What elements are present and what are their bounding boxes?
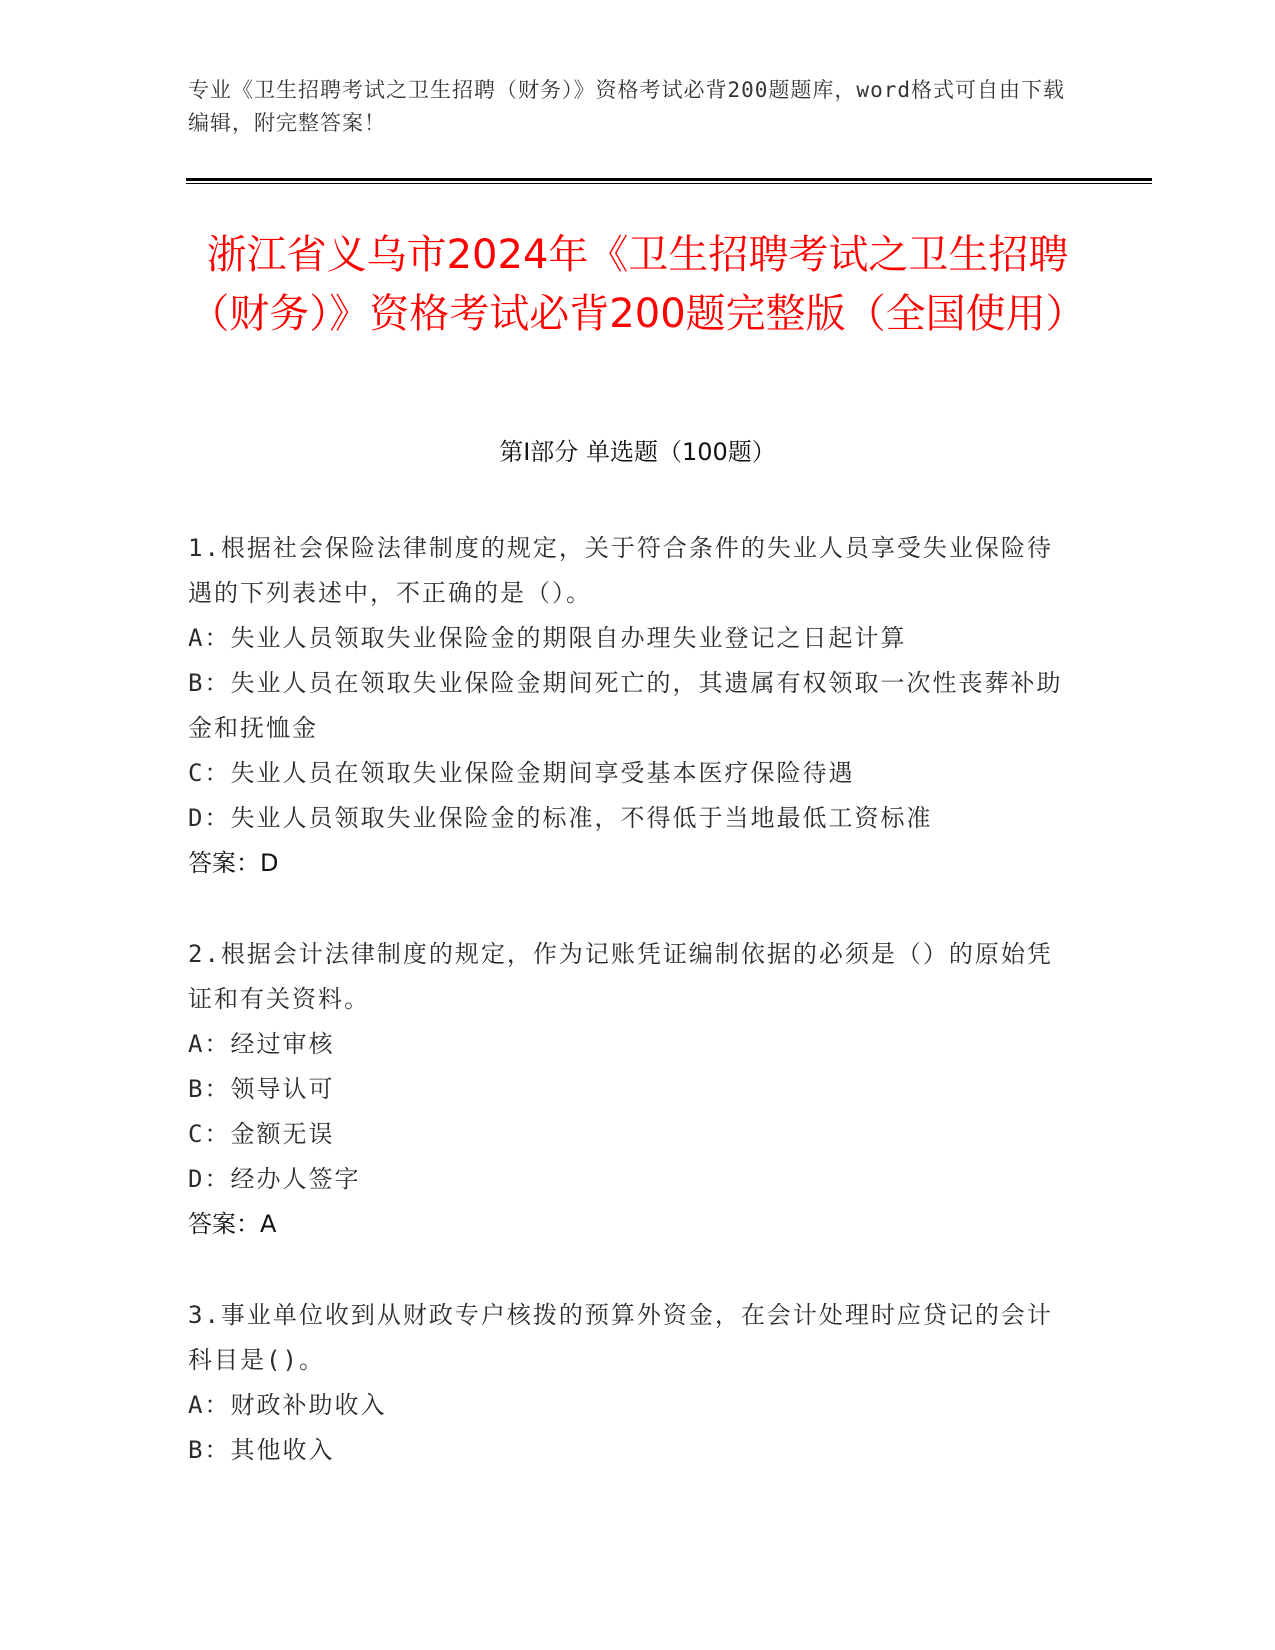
question-2	[188, 932, 1068, 1247]
option-d: D：经办人签字	[188, 1165, 361, 1193]
section-heading: 第Ⅰ部分 单选题（100题）	[499, 438, 776, 466]
question-text: 1.根据社会保险法律制度的规定，关于符合条件的失业人员享受失业保险待遇的下列表述中，不正确的是（）。	[188, 534, 1053, 607]
answer: 答案：D	[188, 849, 279, 877]
option-a: A：财政补助收入	[188, 1391, 387, 1419]
option-c: C：金额无误	[188, 1120, 335, 1148]
document-title: 浙江省义乌市2024年《卫生招聘考试之卫生招聘（财务）》资格考试必背200题完整版（全国使用）	[189, 232, 1086, 337]
answer: 答案：A	[188, 1210, 277, 1238]
question-1	[188, 526, 1068, 886]
header-note: 专业《卫生招聘考试之卫生招聘（财务）》资格考试必背200题题库，word格式可自由下载编辑，附完整答案！	[188, 78, 1065, 135]
question-list	[188, 526, 1068, 1519]
option-d: D：失业人员领取失业保险金的标准，不得低于当地最低工资标准	[188, 804, 933, 832]
option-c: C：失业人员在领取失业保险金期间享受基本医疗保险待遇	[188, 759, 855, 787]
header-rule-thin	[186, 183, 1152, 184]
question-text: 3.事业单位收到从财政专户核拨的预算外资金，在会计处理时应贷记的会计科目是()。	[188, 1301, 1053, 1374]
option-a: A：经过审核	[188, 1030, 335, 1058]
option-b: B：失业人员在领取失业保险金期间死亡的，其遗属有权领取一次性丧葬补助金和抚恤金	[188, 669, 1063, 742]
question-text: 2.根据会计法律制度的规定，作为记账凭证编制依据的必须是（）的原始凭证和有关资料。	[188, 940, 1053, 1013]
option-b: B：领导认可	[188, 1075, 335, 1103]
option-a: A：失业人员领取失业保险金的期限自办理失业登记之日起计算	[188, 624, 907, 652]
header-rule-thick	[186, 178, 1152, 181]
option-b: B：其他收入	[188, 1436, 335, 1464]
question-3	[188, 1293, 1068, 1473]
